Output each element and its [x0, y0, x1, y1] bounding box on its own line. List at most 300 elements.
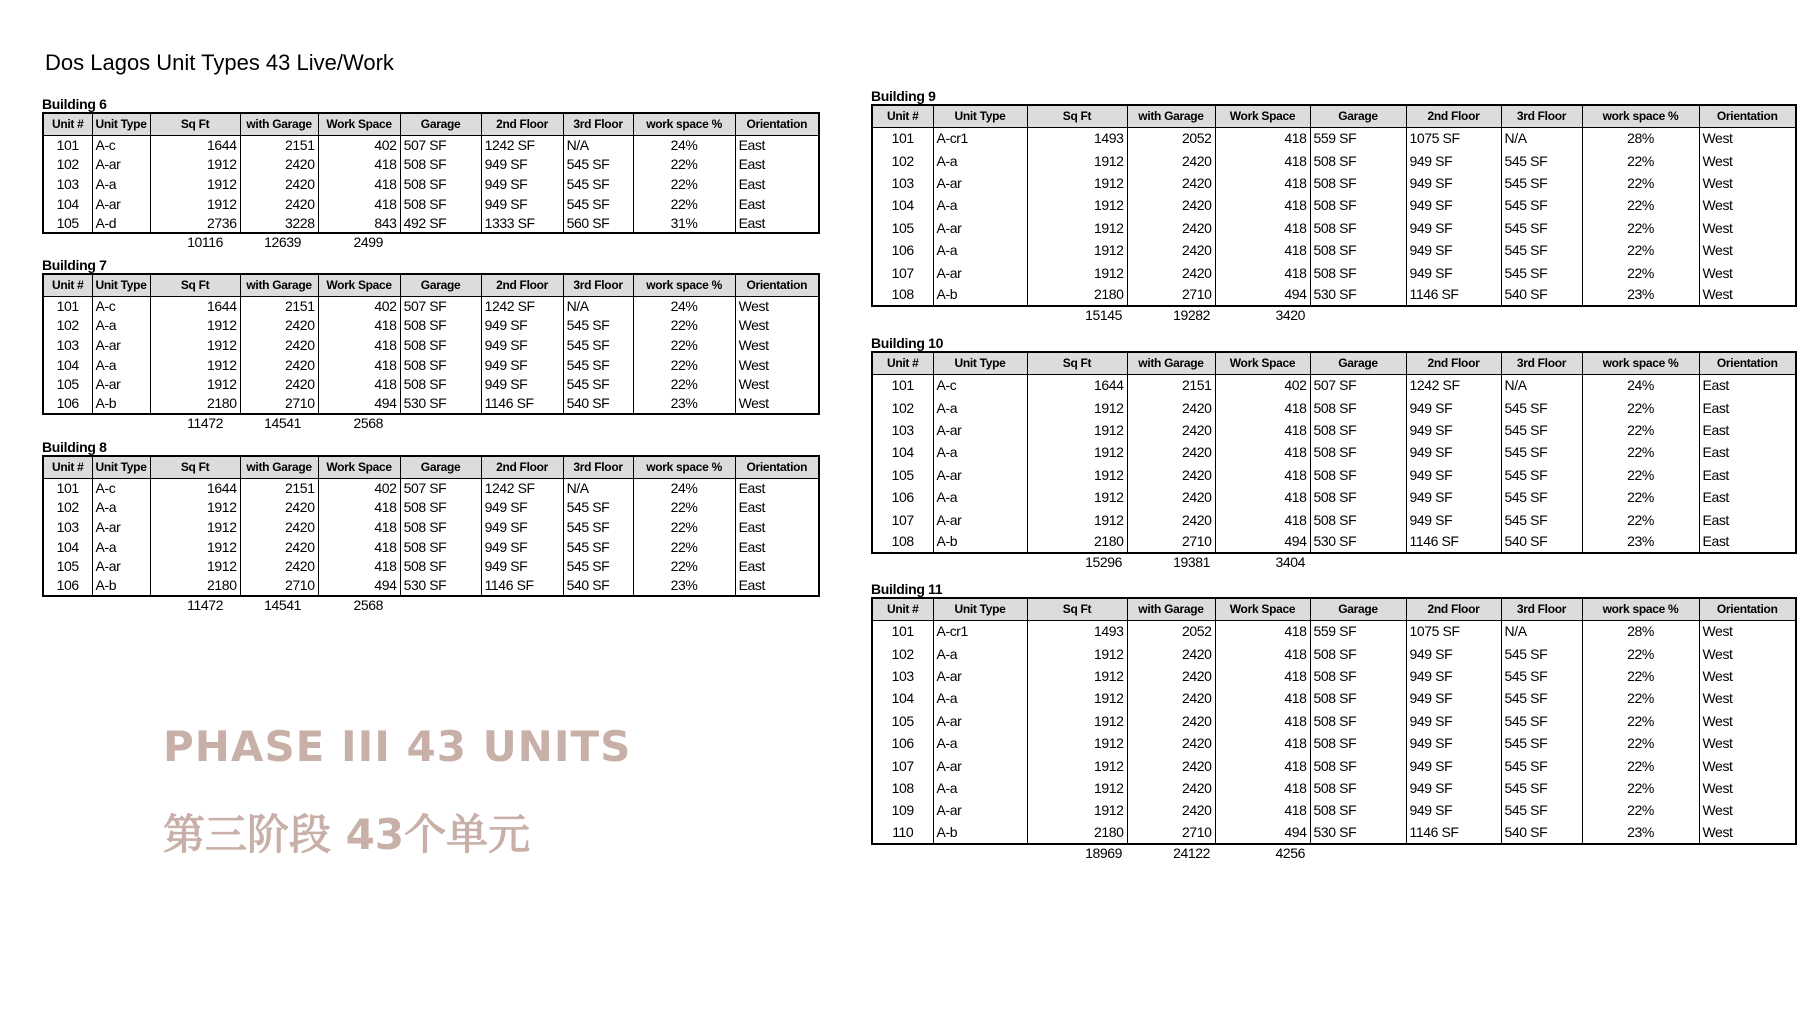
cell-work-space-percent: 22%	[1582, 261, 1699, 283]
cell-work-space: 418	[1215, 149, 1310, 171]
table-row	[872, 665, 1796, 687]
cell-orientation: West	[1699, 239, 1796, 261]
cell-sq-ft: 1912	[150, 355, 240, 375]
column-header-work-space-percent: work space %	[1582, 105, 1699, 127]
cell-orientation: East	[1699, 441, 1796, 463]
column-header-second-floor: 2nd Floor	[1406, 352, 1501, 374]
cell-work-space-percent: 22%	[633, 355, 735, 375]
cell-unit-number: 104	[872, 441, 933, 463]
cell-work-space-percent: 22%	[633, 374, 735, 394]
cell-work-space-percent: 22%	[633, 155, 735, 175]
cell-third-floor: 545 SF	[1501, 194, 1582, 216]
cell-orientation: West	[735, 355, 819, 375]
building-title: Building 10	[871, 335, 944, 351]
cell-third-floor: 540 SF	[1501, 531, 1582, 553]
cell-garage: 508 SF	[400, 537, 481, 557]
cell-second-floor: 949 SF	[1406, 799, 1501, 821]
building-title: Building 8	[42, 439, 107, 455]
cell-sq-ft: 1912	[150, 537, 240, 557]
cell-work-space-percent: 22%	[1582, 217, 1699, 239]
cell-second-floor: 1146 SF	[481, 576, 563, 596]
cell-work-space-percent: 24%	[1582, 374, 1699, 396]
cell-work-space-percent: 22%	[633, 194, 735, 214]
column-header-sq-ft: Sq Ft	[150, 456, 240, 478]
column-header-third-floor: 3rd Floor	[1501, 598, 1582, 620]
total-work-space: 3420	[1275, 307, 1305, 324]
cell-unit-number: 106	[43, 576, 92, 596]
total-with-garage: 24122	[1173, 844, 1210, 861]
cell-with-garage: 2420	[240, 498, 318, 518]
cell-work-space: 418	[1215, 441, 1310, 463]
cell-work-space: 418	[1215, 127, 1310, 149]
cell-unit-number: 109	[872, 799, 933, 821]
totals-row	[871, 554, 1797, 570]
cell-garage: 508 SF	[1310, 261, 1406, 283]
cell-sq-ft: 1912	[150, 194, 240, 214]
cell-unit-number: 106	[43, 394, 92, 414]
table-row	[872, 464, 1796, 486]
cell-orientation: East	[735, 213, 819, 233]
cell-third-floor: 545 SF	[1501, 239, 1582, 261]
cell-unit-type: A-a	[933, 149, 1027, 171]
cell-garage: 508 SF	[1310, 149, 1406, 171]
cell-second-floor: 1333 SF	[481, 213, 563, 233]
cell-orientation: East	[735, 498, 819, 518]
cell-work-space: 418	[1215, 665, 1310, 687]
table-row	[43, 174, 819, 194]
total-sq-ft: 15145	[1085, 307, 1122, 324]
unit-table	[42, 112, 820, 234]
cell-third-floor: 545 SF	[1501, 419, 1582, 441]
table-row	[43, 135, 819, 155]
table-header-row	[872, 105, 1796, 127]
cell-work-space-percent: 23%	[1582, 284, 1699, 306]
column-header-unit-number: Unit #	[872, 352, 933, 374]
cell-sq-ft: 1912	[1027, 217, 1127, 239]
cell-work-space-percent: 22%	[1582, 777, 1699, 799]
cell-unit-number: 107	[872, 261, 933, 283]
table-row	[872, 172, 1796, 194]
cell-unit-type: A-a	[933, 194, 1027, 216]
cell-second-floor: 949 SF	[1406, 508, 1501, 530]
cell-second-floor: 949 SF	[1406, 687, 1501, 709]
cell-unit-type: A-a	[933, 441, 1027, 463]
cell-unit-type: A-ar	[933, 799, 1027, 821]
column-header-work-space-percent: work space %	[1582, 352, 1699, 374]
cell-third-floor: 545 SF	[1501, 710, 1582, 732]
cell-with-garage: 2420	[1127, 464, 1215, 486]
cell-work-space: 418	[1215, 486, 1310, 508]
cell-sq-ft: 1912	[1027, 665, 1127, 687]
building-section	[871, 88, 1797, 323]
cell-sq-ft: 1912	[1027, 194, 1127, 216]
column-header-second-floor: 2nd Floor	[1406, 105, 1501, 127]
cell-unit-type: A-a	[933, 777, 1027, 799]
cell-with-garage: 2710	[1127, 822, 1215, 844]
table-row	[872, 642, 1796, 664]
cell-third-floor: 545 SF	[1501, 261, 1582, 283]
cell-work-space: 418	[1215, 217, 1310, 239]
cell-unit-number: 101	[872, 127, 933, 149]
cell-second-floor: 949 SF	[481, 335, 563, 355]
cell-unit-type: A-ar	[933, 172, 1027, 194]
cell-unit-type: A-c	[92, 296, 150, 316]
table-row	[43, 355, 819, 375]
table-row	[43, 155, 819, 175]
cell-second-floor: 949 SF	[481, 556, 563, 576]
table-row	[43, 576, 819, 596]
cell-sq-ft: 1912	[1027, 710, 1127, 732]
cell-third-floor: 545 SF	[1501, 217, 1582, 239]
cell-with-garage: 2420	[1127, 239, 1215, 261]
cell-with-garage: 2420	[240, 537, 318, 557]
cell-second-floor: 1242 SF	[1406, 374, 1501, 396]
cell-garage: 530 SF	[400, 394, 481, 414]
cell-with-garage: 2420	[240, 194, 318, 214]
cell-with-garage: 2420	[1127, 172, 1215, 194]
cell-second-floor: 949 SF	[1406, 396, 1501, 418]
cell-second-floor: 949 SF	[1406, 665, 1501, 687]
cell-sq-ft: 2180	[150, 394, 240, 414]
totals-row	[42, 234, 820, 250]
cell-sq-ft: 1912	[1027, 732, 1127, 754]
table-row	[872, 822, 1796, 844]
cell-second-floor: 949 SF	[481, 517, 563, 537]
cell-third-floor: 545 SF	[1501, 754, 1582, 776]
cell-work-space-percent: 22%	[633, 498, 735, 518]
cell-garage: 508 SF	[400, 335, 481, 355]
cell-work-space: 418	[1215, 799, 1310, 821]
cell-unit-type: A-ar	[92, 374, 150, 394]
column-header-work-space-percent: work space %	[1582, 598, 1699, 620]
cell-garage: 508 SF	[1310, 217, 1406, 239]
cell-unit-number: 105	[43, 556, 92, 576]
cell-garage: 508 SF	[1310, 396, 1406, 418]
cell-sq-ft: 2180	[1027, 822, 1127, 844]
cell-unit-number: 103	[872, 665, 933, 687]
total-sq-ft: 15296	[1085, 554, 1122, 571]
cell-third-floor: 545 SF	[563, 374, 633, 394]
cell-orientation: West	[1699, 217, 1796, 239]
cell-unit-number: 107	[872, 508, 933, 530]
cell-work-space-percent: 24%	[633, 478, 735, 498]
table-row	[872, 486, 1796, 508]
cell-work-space: 494	[1215, 531, 1310, 553]
cell-sq-ft: 1644	[150, 135, 240, 155]
cell-work-space-percent: 22%	[1582, 642, 1699, 664]
column-header-work-space: Work Space	[318, 456, 400, 478]
cell-work-space: 418	[318, 374, 400, 394]
table-row	[872, 754, 1796, 776]
cell-orientation: West	[1699, 620, 1796, 642]
total-sq-ft: 10116	[187, 233, 223, 250]
cell-third-floor: 540 SF	[1501, 822, 1582, 844]
cell-unit-type: A-c	[92, 135, 150, 155]
cell-second-floor: 1242 SF	[481, 135, 563, 155]
cell-work-space: 418	[1215, 710, 1310, 732]
cell-unit-number: 105	[872, 217, 933, 239]
cell-second-floor: 949 SF	[1406, 464, 1501, 486]
cell-with-garage: 2420	[240, 355, 318, 375]
cell-orientation: West	[1699, 687, 1796, 709]
cell-with-garage: 2151	[240, 135, 318, 155]
total-sq-ft: 18969	[1085, 844, 1122, 861]
table-header-row	[872, 598, 1796, 620]
phase-title-english: PHASE III 43 UNITS	[163, 722, 632, 771]
cell-with-garage: 2420	[1127, 217, 1215, 239]
cell-sq-ft: 1912	[1027, 261, 1127, 283]
building-section	[42, 439, 820, 613]
cell-with-garage: 2420	[1127, 261, 1215, 283]
table-row	[872, 261, 1796, 283]
cell-second-floor: 949 SF	[1406, 419, 1501, 441]
cell-sq-ft: 1912	[1027, 754, 1127, 776]
cell-second-floor: 949 SF	[1406, 261, 1501, 283]
column-header-with-garage: with Garage	[1127, 352, 1215, 374]
cell-work-space-percent: 22%	[1582, 732, 1699, 754]
cell-work-space: 418	[318, 517, 400, 537]
cell-sq-ft: 1912	[1027, 149, 1127, 171]
cell-unit-type: A-b	[92, 576, 150, 596]
cell-garage: 508 SF	[400, 355, 481, 375]
cell-unit-type: A-ar	[933, 464, 1027, 486]
cell-with-garage: 2420	[1127, 441, 1215, 463]
cell-garage: 508 SF	[400, 498, 481, 518]
cell-unit-type: A-ar	[933, 419, 1027, 441]
cell-work-space-percent: 23%	[633, 576, 735, 596]
cell-sq-ft: 1912	[150, 517, 240, 537]
cell-with-garage: 2420	[1127, 754, 1215, 776]
cell-sq-ft: 1912	[1027, 172, 1127, 194]
cell-work-space: 418	[318, 335, 400, 355]
cell-work-space: 418	[1215, 194, 1310, 216]
cell-orientation: East	[1699, 531, 1796, 553]
cell-garage: 508 SF	[400, 374, 481, 394]
cell-unit-number: 101	[43, 135, 92, 155]
cell-unit-number: 106	[872, 239, 933, 261]
cell-with-garage: 2710	[240, 394, 318, 414]
cell-unit-number: 103	[43, 517, 92, 537]
cell-work-space: 418	[1215, 261, 1310, 283]
cell-work-space-percent: 22%	[633, 517, 735, 537]
unit-table	[871, 597, 1797, 845]
column-header-third-floor: 3rd Floor	[563, 113, 633, 135]
cell-with-garage: 2420	[1127, 665, 1215, 687]
cell-orientation: West	[1699, 261, 1796, 283]
table-row	[872, 799, 1796, 821]
cell-orientation: West	[1699, 754, 1796, 776]
cell-garage: 508 SF	[1310, 239, 1406, 261]
table-row	[43, 478, 819, 498]
cell-third-floor: 545 SF	[1501, 486, 1582, 508]
cell-garage: 508 SF	[1310, 464, 1406, 486]
building-title: Building 6	[42, 96, 107, 112]
cell-third-floor: 545 SF	[563, 194, 633, 214]
cell-garage: 507 SF	[400, 135, 481, 155]
cell-garage: 508 SF	[1310, 799, 1406, 821]
cell-sq-ft: 1644	[150, 478, 240, 498]
cell-second-floor: 949 SF	[1406, 217, 1501, 239]
cell-orientation: West	[1699, 149, 1796, 171]
cell-orientation: East	[735, 537, 819, 557]
cell-second-floor: 949 SF	[1406, 239, 1501, 261]
cell-unit-number: 105	[872, 464, 933, 486]
cell-work-space-percent: 24%	[633, 135, 735, 155]
cell-with-garage: 2710	[1127, 284, 1215, 306]
cell-second-floor: 949 SF	[481, 537, 563, 557]
cell-work-space: 418	[1215, 642, 1310, 664]
cell-unit-type: A-a	[933, 687, 1027, 709]
cell-sq-ft: 1912	[150, 155, 240, 175]
cell-unit-type: A-a	[92, 355, 150, 375]
cell-unit-number: 104	[43, 194, 92, 214]
cell-unit-number: 102	[872, 396, 933, 418]
cell-sq-ft: 1912	[1027, 486, 1127, 508]
column-header-garage: Garage	[400, 456, 481, 478]
cell-unit-type: A-a	[933, 396, 1027, 418]
cell-garage: 508 SF	[400, 517, 481, 537]
cell-work-space: 418	[1215, 464, 1310, 486]
cell-sq-ft: 1912	[1027, 464, 1127, 486]
column-header-unit-number: Unit #	[43, 113, 92, 135]
table-row	[43, 316, 819, 336]
cell-third-floor: 545 SF	[1501, 441, 1582, 463]
column-header-second-floor: 2nd Floor	[1406, 598, 1501, 620]
cell-third-floor: N/A	[563, 135, 633, 155]
cell-unit-type: A-a	[933, 486, 1027, 508]
cell-work-space: 494	[1215, 822, 1310, 844]
cell-unit-type: A-cr1	[933, 127, 1027, 149]
cell-sq-ft: 1912	[1027, 396, 1127, 418]
totals-row	[42, 415, 820, 431]
cell-third-floor: 545 SF	[563, 155, 633, 175]
cell-orientation: East	[1699, 374, 1796, 396]
cell-sq-ft: 1912	[150, 374, 240, 394]
cell-orientation: East	[735, 556, 819, 576]
cell-orientation: East	[1699, 486, 1796, 508]
cell-orientation: West	[1699, 194, 1796, 216]
cell-with-garage: 2420	[1127, 419, 1215, 441]
cell-second-floor: 1146 SF	[481, 394, 563, 414]
cell-second-floor: 1242 SF	[481, 296, 563, 316]
table-row	[872, 374, 1796, 396]
cell-garage: 492 SF	[400, 213, 481, 233]
cell-with-garage: 2420	[1127, 396, 1215, 418]
cell-work-space: 402	[1215, 374, 1310, 396]
cell-work-space: 418	[1215, 620, 1310, 642]
column-header-with-garage: with Garage	[240, 113, 318, 135]
cell-work-space-percent: 22%	[1582, 419, 1699, 441]
building-title: Building 9	[871, 88, 936, 104]
cell-unit-number: 106	[872, 732, 933, 754]
unit-table	[871, 104, 1797, 307]
cell-work-space: 418	[318, 498, 400, 518]
table-row	[872, 732, 1796, 754]
cell-unit-type: A-ar	[92, 517, 150, 537]
cell-work-space: 494	[318, 394, 400, 414]
cell-with-garage: 2420	[240, 517, 318, 537]
cell-second-floor: 949 SF	[1406, 777, 1501, 799]
cell-work-space-percent: 22%	[1582, 464, 1699, 486]
column-header-third-floor: 3rd Floor	[1501, 105, 1582, 127]
column-header-work-space: Work Space	[318, 113, 400, 135]
cell-with-garage: 2420	[1127, 710, 1215, 732]
cell-work-space: 418	[318, 155, 400, 175]
cell-sq-ft: 1912	[1027, 687, 1127, 709]
cell-with-garage: 2420	[1127, 777, 1215, 799]
document-title: Dos Lagos Unit Types 43 Live/Work	[45, 50, 394, 75]
cell-work-space-percent: 24%	[633, 296, 735, 316]
cell-garage: 507 SF	[1310, 374, 1406, 396]
cell-work-space: 418	[1215, 777, 1310, 799]
table-row	[872, 217, 1796, 239]
cell-third-floor: 540 SF	[1501, 284, 1582, 306]
cell-unit-number: 108	[872, 531, 933, 553]
cell-orientation: West	[735, 316, 819, 336]
cell-work-space-percent: 22%	[1582, 665, 1699, 687]
cell-garage: 508 SF	[400, 556, 481, 576]
cell-unit-type: A-cr1	[933, 620, 1027, 642]
cell-garage: 507 SF	[400, 478, 481, 498]
cell-sq-ft: 1644	[1027, 374, 1127, 396]
cell-work-space: 418	[318, 174, 400, 194]
cell-unit-type: A-ar	[933, 710, 1027, 732]
table-header-row	[872, 352, 1796, 374]
cell-garage: 508 SF	[1310, 710, 1406, 732]
cell-third-floor: 545 SF	[563, 355, 633, 375]
table-row	[872, 508, 1796, 530]
cell-unit-number: 101	[43, 478, 92, 498]
cell-third-floor: 545 SF	[1501, 508, 1582, 530]
cell-work-space-percent: 28%	[1582, 127, 1699, 149]
cell-with-garage: 2710	[240, 576, 318, 596]
column-header-sq-ft: Sq Ft	[1027, 598, 1127, 620]
cell-second-floor: 1146 SF	[1406, 822, 1501, 844]
cell-second-floor: 949 SF	[1406, 642, 1501, 664]
cell-work-space-percent: 23%	[633, 394, 735, 414]
cell-orientation: West	[735, 374, 819, 394]
cell-garage: 508 SF	[400, 316, 481, 336]
total-with-garage: 12639	[264, 233, 301, 250]
cell-unit-number: 101	[872, 374, 933, 396]
cell-second-floor: 949 SF	[1406, 486, 1501, 508]
cell-garage: 508 SF	[1310, 732, 1406, 754]
cell-garage: 508 SF	[1310, 754, 1406, 776]
column-header-work-space: Work Space	[1215, 598, 1310, 620]
table-row	[43, 498, 819, 518]
cell-sq-ft: 2180	[150, 576, 240, 596]
cell-work-space: 418	[318, 194, 400, 214]
cell-unit-type: A-ar	[933, 261, 1027, 283]
table-row	[872, 284, 1796, 306]
cell-unit-type: A-b	[933, 531, 1027, 553]
totals-row	[42, 597, 820, 613]
cell-unit-number: 104	[872, 687, 933, 709]
column-header-third-floor: 3rd Floor	[563, 274, 633, 296]
cell-work-space-percent: 22%	[633, 556, 735, 576]
total-work-space: 2568	[353, 414, 383, 431]
column-header-work-space: Work Space	[1215, 105, 1310, 127]
cell-garage: 508 SF	[1310, 665, 1406, 687]
cell-unit-type: A-ar	[933, 754, 1027, 776]
cell-second-floor: 949 SF	[481, 374, 563, 394]
cell-orientation: East	[1699, 508, 1796, 530]
cell-unit-type: A-a	[92, 537, 150, 557]
cell-with-garage: 2420	[240, 174, 318, 194]
column-header-work-space-percent: work space %	[633, 113, 735, 135]
cell-with-garage: 2420	[240, 374, 318, 394]
total-with-garage: 19381	[1173, 554, 1210, 571]
